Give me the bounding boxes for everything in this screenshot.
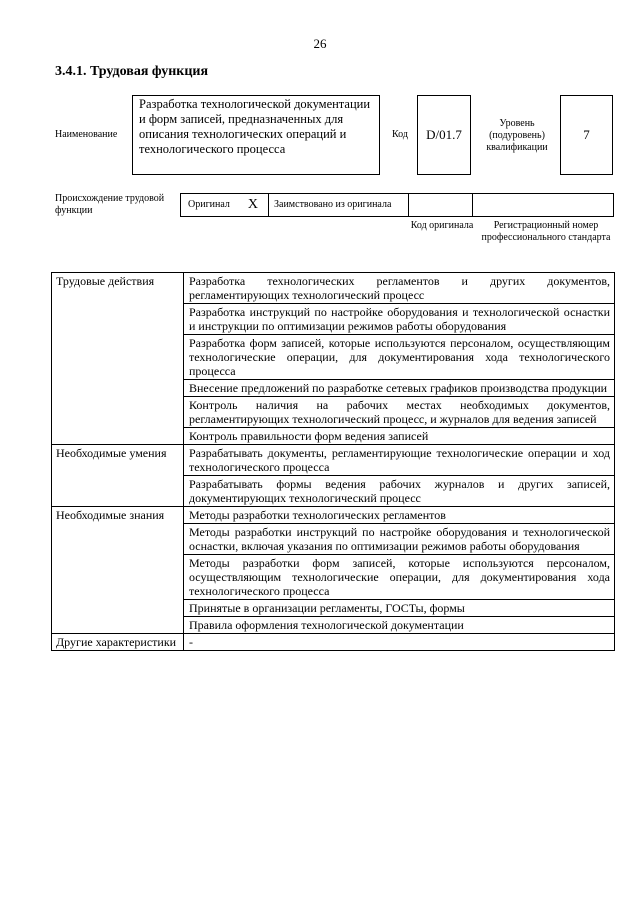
item-cell: Разработка технологических регламентов и других документов, регламентирующих технологический процесс [184,273,615,304]
code-value-box [417,95,471,175]
level-value: 7 [583,127,590,142]
item-cell: Разрабатывать формы ведения рабочих журналов и других записей, документирующих технологический процесс [184,476,615,507]
category-cell: Необходимые умения [52,445,184,507]
table-row [52,273,615,304]
item-cell: Методы разработки форм записей, которые используются персоналом, осуществляющим технологические операции, для документирования хода технологического процесса [184,555,615,600]
origin-reg-cell [473,194,613,216]
level-value-box [560,95,613,175]
category-cell: Трудовые действия [52,273,184,445]
labor-function-table-body [52,273,615,651]
labor-function-table [51,272,615,651]
page-number: 26 [313,36,327,51]
item-cell: Контроль правильности форм ведения записей [184,428,615,445]
item-cell: - [184,634,615,651]
name-value-box [132,95,380,175]
category-cell: Необходимые знания [52,507,184,634]
item-cell: Разрабатывать документы, регламентирующие технологические операции и ход технологического процесса [184,445,615,476]
origin-label: Происхождение трудовой функции [55,193,165,216]
item-cell: Методы разработки технологических регламентов [184,507,615,524]
item-cell: Правила оформления технологической документации [184,617,615,634]
table-row [52,507,615,524]
origin-borrowed-cell [269,194,409,216]
level-label: Уровень (подуровень) квалификации [486,118,548,153]
origin-original-cell [181,194,269,216]
borrowed-label: Заимствовано из оригинала [274,199,392,210]
table-row [52,445,615,476]
code-original-label: Код оригинала [410,220,474,231]
original-label: Оригинал [188,199,230,210]
item-cell: Внесение предложений по разработке сетевых графиков производства продукции [184,380,615,397]
origin-row [180,193,614,217]
item-cell: Принятые в организации регламенты, ГОСТы, формы [184,600,615,617]
name-value: Разработка технологической документации и форм записей, предназначенных для описания технологических операций и технологического процесса [139,97,371,156]
item-cell: Контроль наличия на рабочих местах необходимых документов, регламентирующих технологический процесс, и журналов для ведения записей [184,397,615,428]
table-row [52,634,615,651]
section-title: 3.4.1. Трудовая функция [55,64,209,79]
original-mark: X [247,197,258,212]
item-cell: Методы разработки инструкций по настройке оборудования и технологической оснастки, включая указания по оптимизации режимов работы оборудования [184,524,615,555]
category-cell: Другие характеристики [52,634,184,651]
item-cell: Разработка форм записей, которые используются персоналом, осуществляющим технологические операции, для документирования хода технологического процесса [184,335,615,380]
code-label: Код [392,129,408,140]
origin-code-cell [409,194,473,216]
item-cell: Разработка инструкций по настройке оборудования и технологической оснастки и инструкции по оптимизации режимов работы оборудования [184,304,615,335]
code-value: D/01.7 [426,127,462,142]
name-label: Наименование [55,129,118,140]
reg-number-label: Регистрационный номер профессионального стандарта [481,220,611,243]
